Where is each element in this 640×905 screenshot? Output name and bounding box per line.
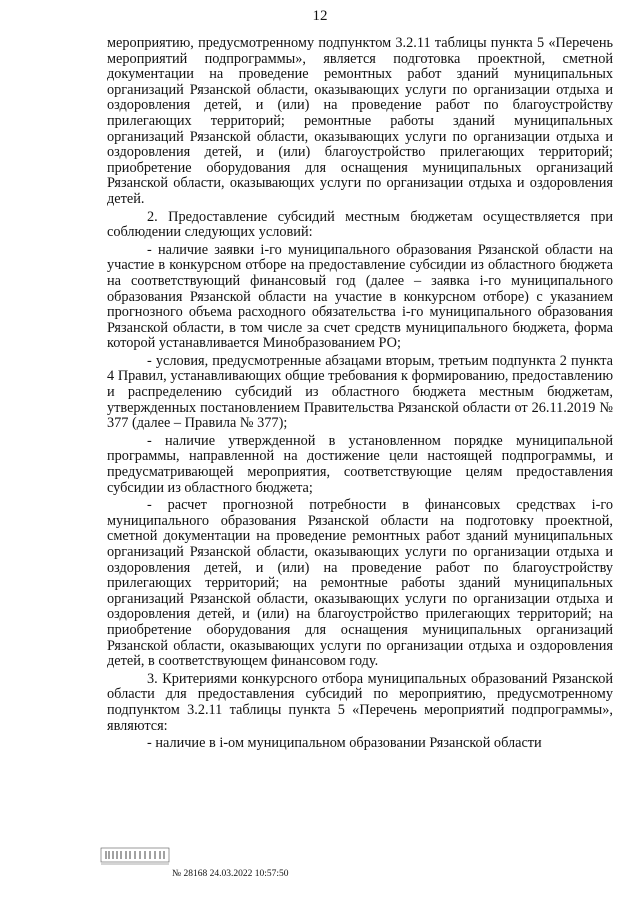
document-registration-number: № 28168 24.03.2022 10:57:50 — [172, 869, 289, 879]
document-footer — [100, 845, 400, 885]
list-item: - наличие в i-ом муниципальном образовании Рязанской области — [147, 735, 542, 752]
list-item: - условия, предусмотренные абзацами вторым, третьим подпункта 2 пункта 4 Правил, устанавливающих общие требования к формированию, предоставлению и распределению субсидий из областного бюджета местным бюджетам, утвержденных постановлением Правительства Рязанской области от 26.11.2019 № 377 (далее – Правила № 377); — [107, 352, 613, 432]
stamp-icon — [100, 845, 170, 867]
list-item: - наличие заявки i-го муниципального образования Рязанской области на участие в конкурсном отборе на предоставление субсидии из областного бюджета на соответствующий финансовый год (далее – заявка i-го муниципального образования Рязанской области на участие в конкурсном отборе) с указанием прогнозного объема расходного обязательства i-го муниципального образования Рязанской области, в том числе за счет средств муниципального бюджета, форма которой устанавливается Минобразованием РО; — [107, 241, 613, 352]
page-number: 12 — [312, 8, 328, 24]
paragraph: 2. Предоставление субсидий местным бюджетам осуществляется при соблюдении следующих условий: — [107, 208, 613, 241]
list-item: - расчет прогнозной потребности в финансовых средствах i-го муниципального образования Рязанской области на подготовку проектной, сметной документации на проведение ремонтных работ зданий муниципальных организаций Рязанской области, оказывающих услуги по организации отдыха и оздоровления детей, и (или) на проведение работ по благоустройству прилегающих территорий; на ремонтные работы зданий муниципальных организаций Рязанской области, оказывающих услуги по организации отдыха и оздоровления детей, и (или) на благоустройство прилегающих территорий; на приобретение оборудования для оснащения муниципальных организаций Рязанской области, оказывающих услуги по организации отдыха и оздоровления детей, в соответствующем финансовом году. — [107, 497, 613, 670]
paragraph: мероприятию, предусмотренному подпунктом 3.2.11 таблицы пункта 5 «Перечень мероприятий подпрограммы», является подготовка проектной, сметной документации на проведение ремонтных работ зданий муниципальных организаций Рязанской области, оказывающих услуги по организации отдыха и оздоровления детей, и (или) на проведение работ по благоустройству прилегающих территорий; ремонтные работы зданий муниципальных организаций Рязанской области, оказывающих услуги по организации отдыха и оздоровления детей, и (или) благоустройство прилегающих территорий; приобретение оборудования для оснащения муниципальных организаций Рязанской области, оказывающих услуги по организации отдыха и оздоровления детей. — [107, 35, 613, 207]
list-item: - наличие утвержденной в установленном порядке муниципальной программы, направленной на достижение цели настоящей подпрограммы, и предусматривающей мероприятия, соответствующие целям предоставления субсидии из областного бюджета; — [107, 432, 613, 496]
paragraph: 3. Критериями конкурсного отбора муниципальных образований Рязанской области для предоставления субсидий по мероприятию, предусмотренному подпунктом 3.2.11 таблицы пункта 5 «Перечень мероприятий подпрограммы», являются: — [107, 670, 613, 734]
document-body — [107, 36, 613, 754]
